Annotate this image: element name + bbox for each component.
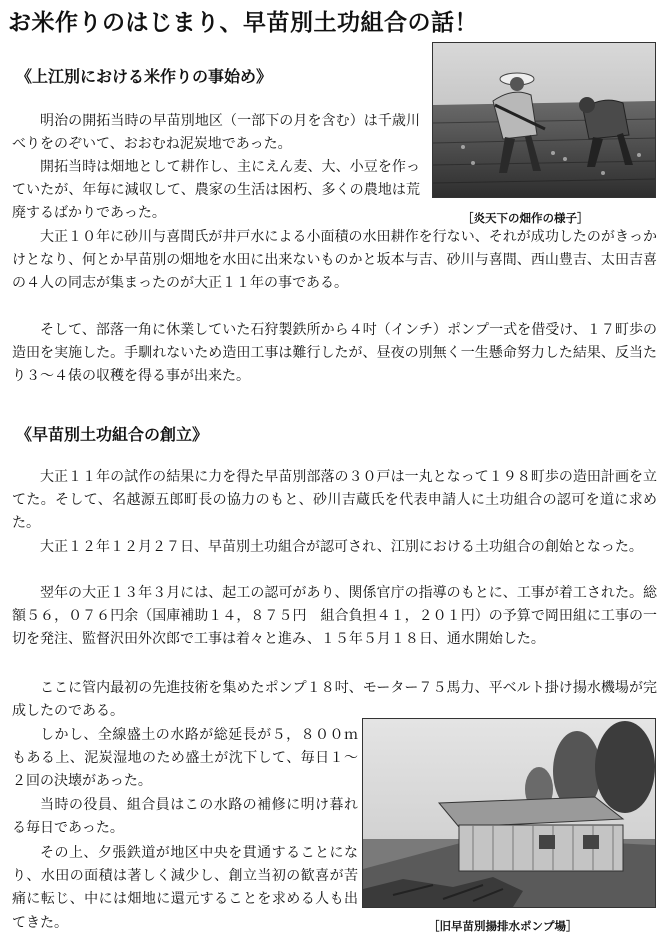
paragraph: ここに管内最初の先進技術を集めたポンプ１８吋、モーター７５馬力、平ベルト掛け揚水機場が完成したのである。 <box>12 680 657 720</box>
page-title: お米作りのはじまり、早苗別土功組合の話！ <box>8 10 478 36</box>
paragraph: しかし、全線盛土の水路が総延長が５，８００ｍもある上、泥炭湿地のため盛土が沈下して、毎日１～２回の決壊があった。 <box>12 727 358 790</box>
field-work-photo <box>432 42 656 198</box>
paragraph: その上、夕張鉄道が地区中央を貫通することになり、水田の面積は著しく減少し、創立当初の歓喜が苦痛に転じ、中には畑地に還元することを求める人も出てきた。 <box>12 845 358 931</box>
photo-caption: ［炎天下の畑作の様子］ <box>462 211 589 225</box>
paragraph: 翌年の大正１３年３月には、起工の認可があり、関係官庁の指導のもとに、工事が着工された。総額５６，０７６円余（国庫補助１４，８７５円 組合負担４１，２０１円）の予算で岡田組に工事の一切を発注、監督沢田外次郎で工事は着々と進み、１５年５月１８日、通水開始した。 <box>12 585 657 648</box>
paragraph: 大正１２年１２月２７日、早苗別土功組合が認可され、江別における土功組合の創始となった。 <box>40 539 643 555</box>
paragraph: そして、部落一角に休業していた石狩製鉄所から４吋（インチ）ポンプ一式を借受け、１７町歩の造田を実施した。手馴れないため造田工事は難行したが、昼夜の別無く一生懸命努力した結果、反当たり３～４俵の収穫を得る事が出来た。 <box>12 322 657 385</box>
paragraph: 大正１１年の試作の結果に力を得た早苗別部落の３０戸は一丸となって１９８町歩の造田計画を立てた。そして、名越源五郎町長の協力のもと、砂川吉蔵氏を代表申請人に土功組合の認可を道に求めた。 <box>12 469 657 532</box>
section-heading-origin: 《上江別における米作りの事始め》 <box>16 67 273 86</box>
photo-caption: ［旧早苗別揚排水ポンプ場］ <box>428 919 578 933</box>
section-heading-founding: 《早苗別土功組合の創立》 <box>16 425 209 444</box>
paragraph: 当時の役員、組合員はこの水路の補修に明け暮れる毎日であった。 <box>12 797 358 837</box>
pump-station-photo <box>362 718 656 908</box>
paragraph: 開拓当時は畑地として耕作し、主にえん麦、大、小豆を作っていたが、年毎に減収して、農家の生活は困朽、多くの農地は荒廃するばかりであった。 <box>12 159 420 222</box>
paragraph: 大正１０年に砂川与喜間氏が井戸水による小面積の水田耕作を行ない、それが成功したのがきっかけとなり、何とか早苗別の畑地を水田に出来ないものかと坂本与吉、砂川与喜間、西山豊吉、太田吉喜の４人の同志が集まったのが大正１１年の事である。 <box>12 229 657 292</box>
paragraph: 明治の開拓当時の早苗別地区（一部下の月を含む）は千歳川べりをのぞいて、おおむね泥炭地であった。 <box>12 113 420 153</box>
